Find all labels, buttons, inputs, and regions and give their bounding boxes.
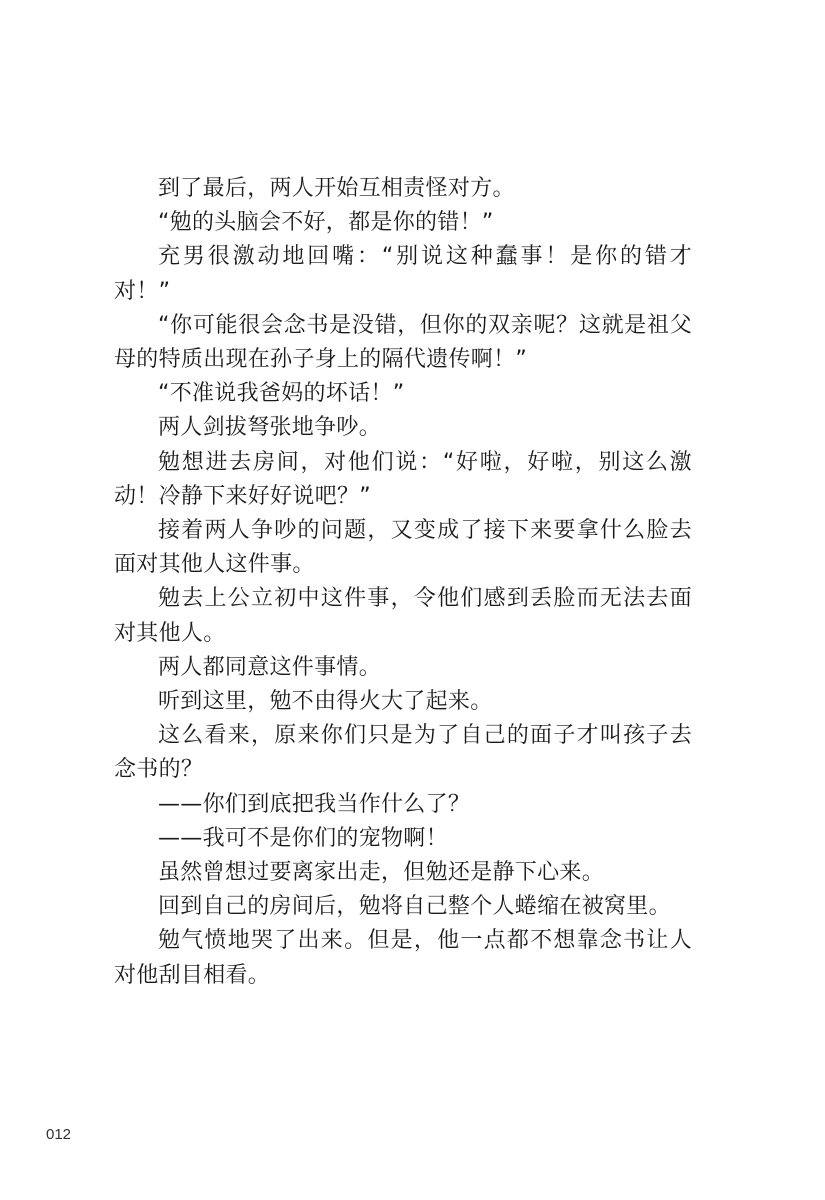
paragraph: “不准说我爸妈的坏话！” [158, 381, 405, 407]
paragraph: 勉去上公立初中这件事，令他们感到丢脸而无法去面对其他人。 [114, 586, 692, 646]
paragraph: 勉气愤地哭了出来。但是，他一点都不想靠念书让人对他刮目相看。 [114, 928, 692, 988]
paragraph: ——你们到底把我当作什么了？ [158, 791, 471, 817]
paragraph: 接着两人争吵的问题，又变成了接下来要拿什么脸去面对其他人这件事。 [114, 518, 692, 578]
paragraph: 这么看来，原来你们只是为了自己的面子才叫孩子去念书的？ [114, 723, 692, 783]
paragraph: 虽然曾想过要离家出走，但勉还是静下心来。 [158, 860, 605, 886]
paragraph: “勉的头脑会不好，都是你的错！” [158, 210, 494, 236]
paragraph: 两人剑拔弩张地争吵。 [158, 415, 382, 441]
paragraph: 回到自己的房间后，勉将自己整个人蜷缩在被窝里。 [158, 894, 671, 920]
paragraph: 听到这里，勉不由得火大了起来。 [158, 689, 493, 715]
page-body [114, 172, 692, 993]
paragraph: 两人都同意这件事情。 [158, 654, 382, 680]
paragraph: 充男很激动地回嘴：“别说这种蠢事！是你的错才对！” [114, 244, 692, 304]
page-number: 012 [46, 1126, 72, 1143]
paragraph: ——我可不是你们的宠物啊！ [158, 825, 448, 851]
paragraph: 到了最后，两人开始互相责怪对方。 [158, 176, 515, 201]
paragraph: “你可能很会念书是没错，但你的双亲呢？这就是祖父母的特质出现在孙子身上的隔代遗传啊！” [114, 312, 692, 373]
paragraph: 勉想进去房间，对他们说：“好啦，好啦，别这么激动！冷静下来好好说吧？” [114, 449, 692, 509]
